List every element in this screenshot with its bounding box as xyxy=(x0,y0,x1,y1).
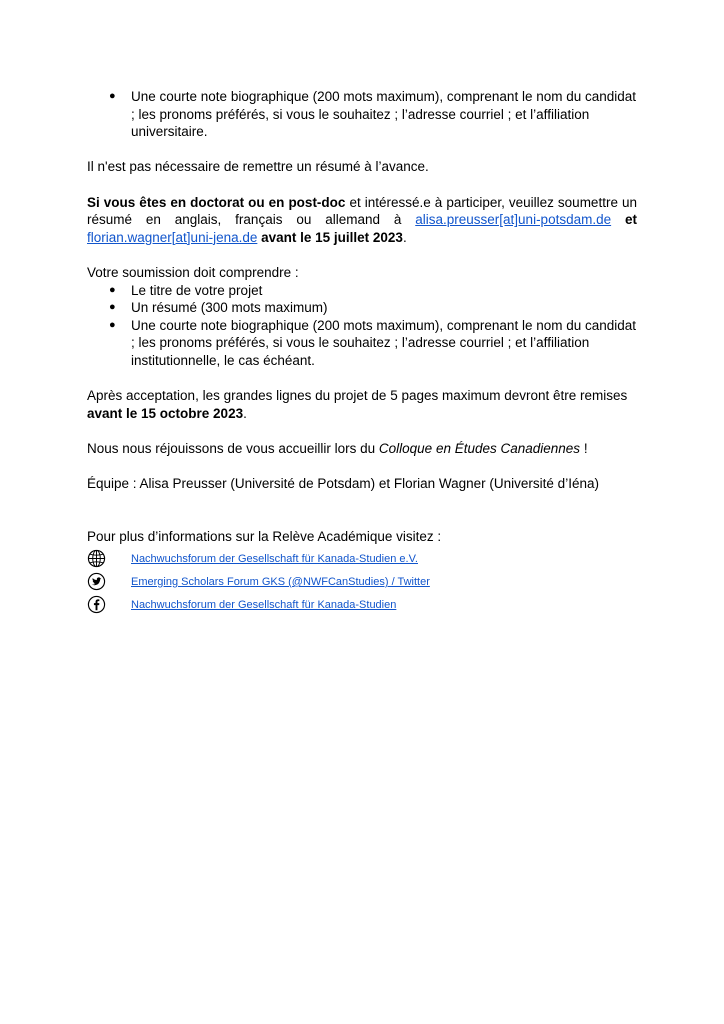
welcome-text: Nous nous réjouissons de vous accueillir lors du xyxy=(87,440,379,456)
welcome-paragraph xyxy=(87,440,637,458)
submission-list xyxy=(87,282,637,370)
twitter-link[interactable]: Emerging Scholars Forum GKS (@NWFCanStudies) / Twitter xyxy=(131,575,430,588)
doctorate-end: . xyxy=(402,229,407,245)
colloquium-name: Colloque en Études Canadiennes xyxy=(378,440,581,456)
and-word: et xyxy=(611,212,637,228)
list-item-text: Une courte note biographique (200 mots maximum), comprenant le nom du candidat ; les pronoms préférés, si vous le souhaitez ; l’adresse courriel ; et l’affiliation universitaire. xyxy=(131,89,637,140)
no-summary-note: Il n'est pas nécessaire de remettre un résumé à l’avance. xyxy=(87,159,429,175)
list-item xyxy=(87,317,637,370)
bio-note-list xyxy=(87,88,637,141)
welcome-end: ! xyxy=(580,440,588,456)
list-item-text: Une courte note biographique (200 mots maximum), comprenant le nom du candidat ; les pronoms préférés, si vous le souhaitez ; l’adresse courriel ; et l’affiliation institutionnelle, le cas échéant. xyxy=(131,317,637,368)
list-item xyxy=(87,299,637,317)
social-links xyxy=(87,547,637,616)
acceptance-text: Après acceptation, les grandes lignes du projet de 5 pages maximum devront être remises xyxy=(87,388,628,404)
list-item-text: Le titre de votre projet xyxy=(131,282,263,298)
link-row-website xyxy=(87,547,637,570)
list-item-text: Un résumé (300 mots maximum) xyxy=(131,300,328,316)
email-link-wagner[interactable]: florian.wagner[at]uni-jena.de xyxy=(87,229,258,245)
doctorate-paragraph xyxy=(87,194,637,247)
bullet: ● xyxy=(109,318,116,331)
bullet: ● xyxy=(109,301,116,314)
twitter-icon xyxy=(87,572,131,592)
team-line: Équipe : Alisa Preusser (Université de Potsdam) et Florian Wagner (Université d’Iéna) xyxy=(87,476,599,492)
doctorate-bold-intro: Si vous êtes en doctorat ou en post-doc xyxy=(87,194,346,210)
link-row-facebook xyxy=(87,593,637,616)
facebook-icon xyxy=(87,595,131,615)
doctorate-text: et intéressé.e à participer, veuillez soumettre un résumé en anglais, français ou allemand à xyxy=(87,194,637,228)
more-info-line: Pour plus d’informations sur la Relève Académique visitez : xyxy=(87,528,442,544)
list-item xyxy=(87,282,637,300)
bullet: ● xyxy=(109,283,116,296)
facebook-link[interactable]: Nachwuchsforum der Gesellschaft für Kanada-Studien xyxy=(131,598,397,611)
list-item xyxy=(87,88,637,141)
doctorate-deadline: avant le 15 juillet 2023 xyxy=(257,229,403,245)
page-content xyxy=(87,88,637,616)
link-row-twitter xyxy=(87,570,637,593)
website-link[interactable]: Nachwuchsforum der Gesellschaft für Kanada-Studien e.V. xyxy=(131,552,418,565)
acceptance-deadline: avant le 15 octobre 2023 xyxy=(87,405,244,421)
email-link-preusser[interactable]: alisa.preusser[at]uni-potsdam.de xyxy=(415,212,612,228)
bullet: ● xyxy=(109,90,116,102)
submission-intro: Votre soumission doit comprendre : xyxy=(87,264,299,280)
acceptance-end: . xyxy=(243,405,247,421)
acceptance-paragraph xyxy=(87,387,637,422)
globe-icon xyxy=(87,549,131,569)
